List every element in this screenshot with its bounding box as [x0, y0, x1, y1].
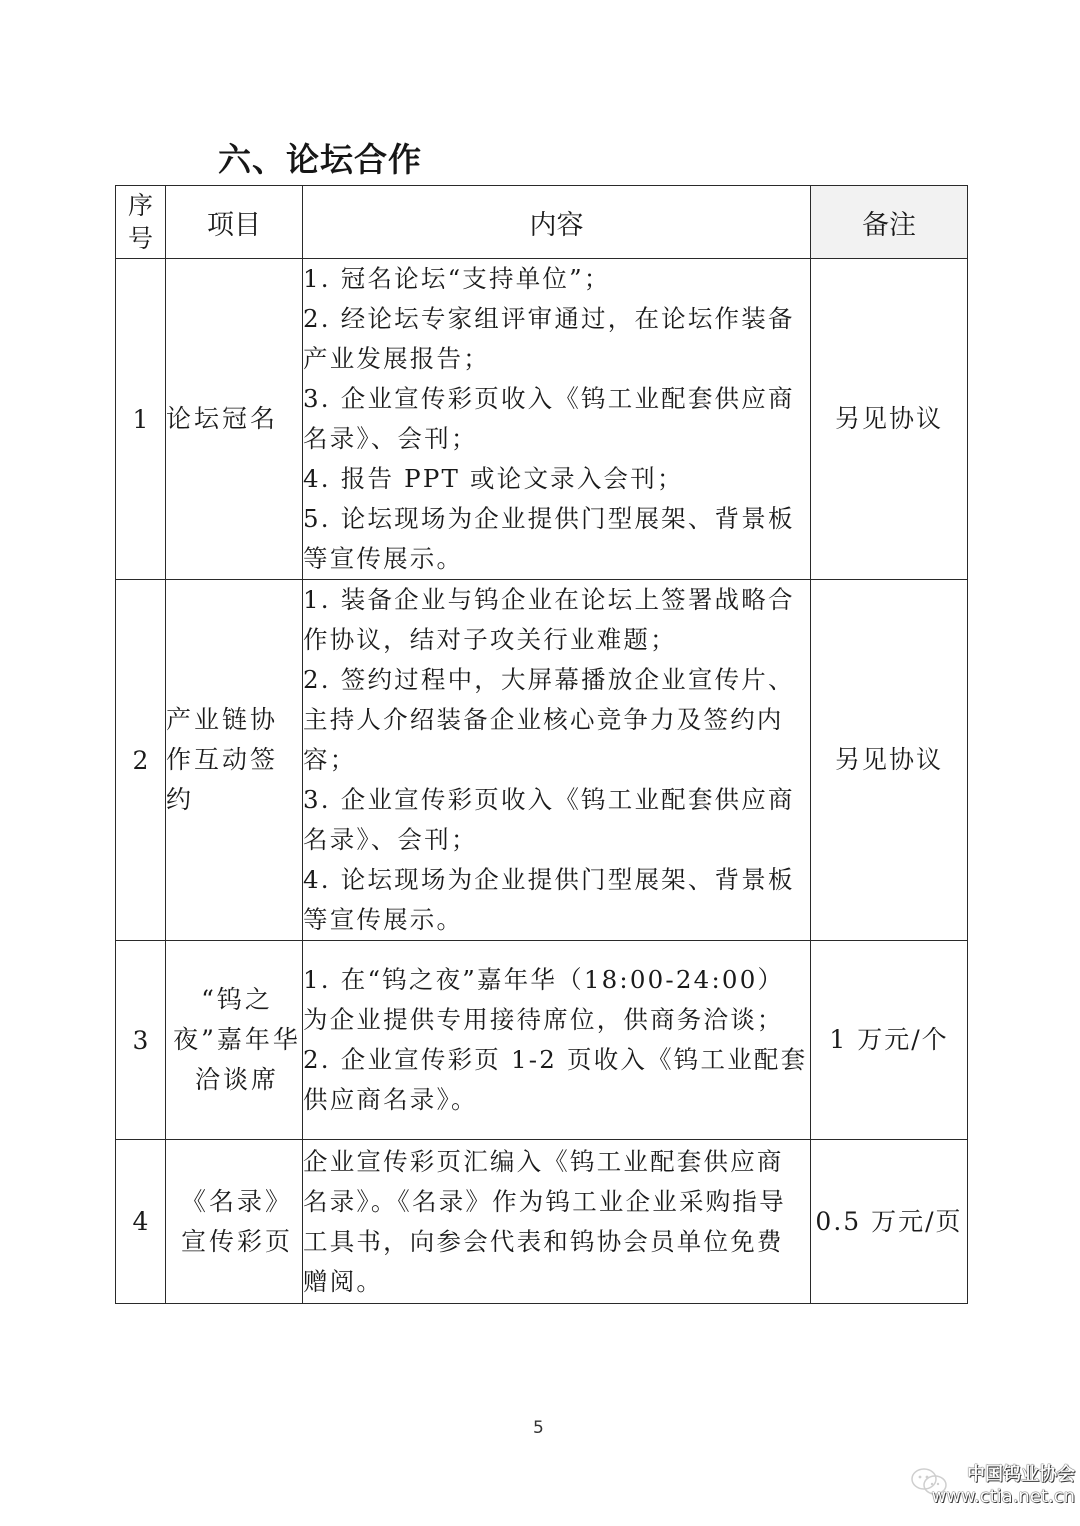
- content-line: 1. 装备企业与钨企业在论坛上签署战略合作协议，结对子攻关行业难题；: [303, 585, 795, 654]
- row-note: 另见协议: [811, 580, 968, 941]
- table-row: [116, 259, 968, 580]
- table-row: [116, 941, 968, 1140]
- row-note: 1 万元/个: [811, 941, 968, 1140]
- watermark-name: 中国钨业协会: [967, 1464, 1075, 1485]
- content-line: 2. 签约过程中，大屏幕播放企业宣传片、主持人介绍装备企业核心竞争力及签约内容；: [303, 665, 795, 774]
- row-note: 0.5 万元/页: [811, 1140, 968, 1304]
- header-content: 内容: [303, 186, 811, 259]
- row-content: [303, 580, 811, 941]
- watermark: [900, 1460, 1075, 1507]
- row-note: 另见协议: [811, 259, 968, 580]
- row-content: [303, 259, 811, 580]
- header-index-line2: 号: [127, 224, 153, 253]
- content-line: 1. 冠名论坛“支持单位”；: [303, 264, 611, 293]
- page-number: 5: [533, 1418, 544, 1438]
- row-item: 论坛冠名: [166, 259, 303, 580]
- row-content: [303, 941, 811, 1140]
- content-line: 1. 在“钨之夜”嘉年华（18:00-24:00）为企业提供专用接待席位，供商务洽谈；: [303, 965, 785, 1034]
- content-line: 企业宣传彩页汇编入《钨工业配套供应商名录》。《名录》作为钨工业企业采购指导工具书，向参会代表和钨协会员单位免费赠阅。: [303, 1146, 786, 1296]
- table-row: [116, 580, 968, 941]
- content-line: 2. 经论坛专家组评审通过，在论坛作装备产业发展报告；: [303, 304, 795, 373]
- table-row: [116, 1140, 968, 1304]
- content-line: 3. 企业宣传彩页收入《钨工业配套供应商名录》、会刊；: [303, 384, 795, 453]
- table-header-row: [116, 186, 968, 259]
- row-index: 1: [116, 259, 166, 580]
- watermark-url: www.ctia.net.cn: [931, 1486, 1075, 1507]
- header-index: [116, 186, 166, 259]
- header-index-line1: 序: [127, 191, 153, 220]
- content-line: 5. 论坛现场为企业提供门型展架、背景板等宣传展示。: [303, 504, 795, 573]
- row-index: 2: [116, 580, 166, 941]
- content-line: 4. 论坛现场为企业提供门型展架、背景板等宣传展示。: [303, 865, 795, 934]
- row-item: 《名录》宣传彩页: [166, 1140, 303, 1304]
- section-title: 六、论坛合作: [218, 140, 422, 179]
- row-index: 3: [116, 941, 166, 1140]
- header-note: 备注: [811, 186, 968, 259]
- row-item: 产业链协作互动签约: [166, 580, 303, 941]
- row-index: 4: [116, 1140, 166, 1304]
- row-content: [303, 1140, 811, 1304]
- content-line: 3. 企业宣传彩页收入《钨工业配套供应商名录》、会刊；: [303, 785, 795, 854]
- content-line: 2. 企业宣传彩页 1-2 页收入《钨工业配套供应商名录》。: [303, 1045, 808, 1114]
- forum-cooperation-table: [115, 185, 968, 1304]
- content-line: 4. 报告 PPT 或论文录入会刊；: [303, 464, 684, 493]
- row-item: “钨之夜”嘉年华洽谈席: [166, 941, 303, 1140]
- header-item: 项目: [166, 186, 303, 259]
